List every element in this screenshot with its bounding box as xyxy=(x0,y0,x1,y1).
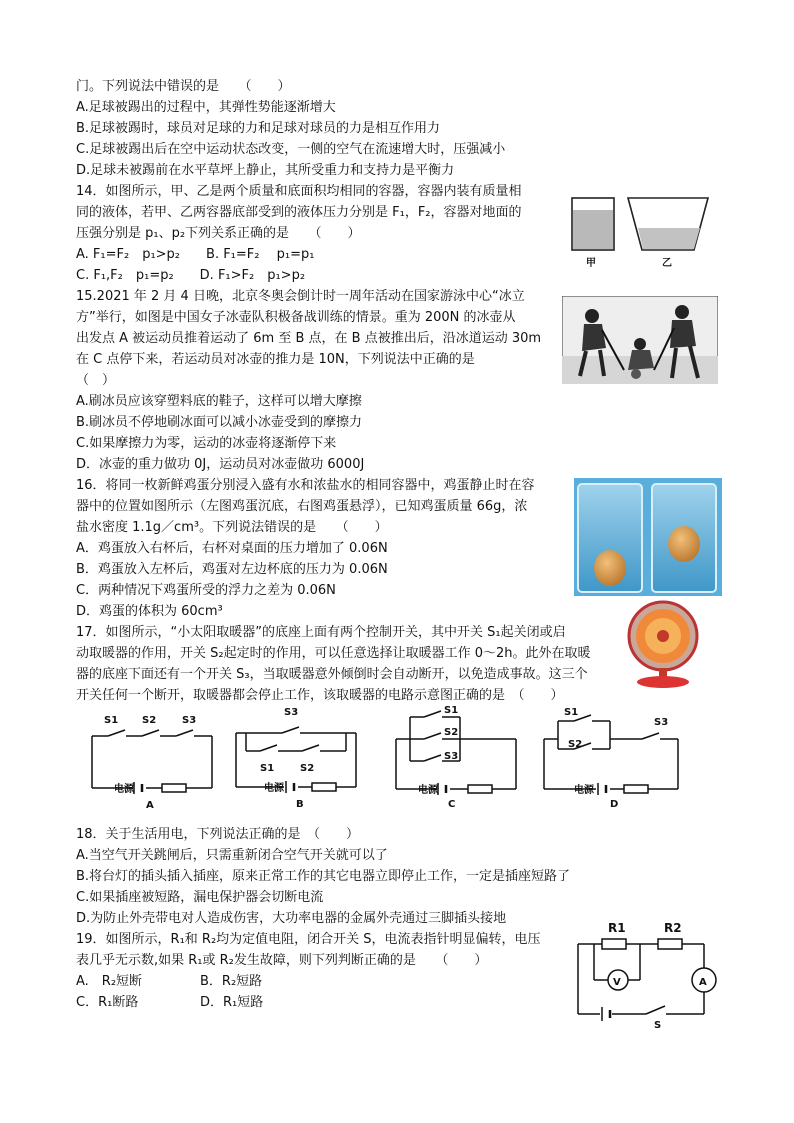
q17-heater-photo xyxy=(624,598,702,690)
q19-r2-resistor xyxy=(658,939,682,949)
q15-option-c: C.如果摩擦力为零，运动的冰壶将逐渐停下来 xyxy=(76,436,337,451)
q17-c-label-s1: S1 xyxy=(444,705,459,716)
q14-containers-figure xyxy=(566,188,716,270)
q13-option-c: C.足球被踢出后在空中运动状态改变，一侧的空气在流速增大时，压强减小 xyxy=(76,142,506,157)
q17-a-label-s1: S1 xyxy=(104,715,119,726)
q17-c-label-power: 电源 xyxy=(418,785,438,796)
q17-a-label-s3: S3 xyxy=(182,715,197,726)
q15-line4: 在 C 点停下来，若运动员对冰壶的推力是 10N，下列说法中正确的是 xyxy=(76,352,475,367)
q16-line2: 器中的位置如图所示（左图鸡蛋沉底，右图鸡蛋悬浮），已知鸡蛋质量 66g，浓 xyxy=(76,499,528,514)
q19-label-s: S xyxy=(654,1020,662,1030)
q19-line2: 表几乎无示数,如果 R₁或 R₂发生故障，则下列判断正确的是 （ ） xyxy=(76,953,488,968)
q17-a-label-power: 电源 xyxy=(114,784,134,795)
q17-b-label-s3: S3 xyxy=(284,707,299,718)
q16-option-b: B．鸡蛋放入左杯后，鸡蛋对左边杯底的压力为 0.06N xyxy=(76,562,388,577)
q19-option-b: B．R₂短路 xyxy=(200,974,263,989)
q16-egg-left xyxy=(594,550,626,586)
q19-option-a: A. R₂短断 xyxy=(76,974,143,989)
q19-option-c: C．R₁断路 xyxy=(76,995,139,1010)
q17-a-option-label: A xyxy=(146,800,154,810)
q15-line5: （ ） xyxy=(76,373,116,388)
q17-circuit-b xyxy=(230,703,362,810)
q14-option-ab: A. F₁=F₂ p₁>p₂ B. F₁=F₂ p₁=p₁ xyxy=(76,247,315,262)
q19-label-v: V xyxy=(613,977,621,988)
q17-circuit-c xyxy=(390,703,522,810)
q16-line1: 16．将同一枚新鲜鸡蛋分别浸入盛有水和浓盐水的相同容器中，鸡蛋静止时在容 xyxy=(76,478,535,493)
q15-line3: 出发点 A 被运动员推着运动了 6m 至 B 点，在 B 点被推出后，沿冰道运动 30m xyxy=(76,331,542,346)
q17-circuit-d xyxy=(538,703,688,810)
q13-option-a: A.足球被踢出的过程中，其弹性势能逐渐增大 xyxy=(76,100,336,115)
q14-line3: 压强分别是 p₁、p₂下列关系正确的是 （ ） xyxy=(76,226,361,241)
q17-d-label-s3: S3 xyxy=(654,717,669,728)
q16-egg-beakers-photo xyxy=(574,478,722,596)
q14-option-cd: C. F₁,F₂ p₁=p₂ D. F₁>F₂ p₁>p₂ xyxy=(76,268,306,283)
q17-line2: 动取暖器的作用，开关 S₂起定时的作用，可以任意选择让取暖器工作 0～2h。此外在取暖 xyxy=(76,646,591,661)
q18-option-c: C.如果插座被短路，漏电保护器会切断电流 xyxy=(76,890,324,905)
q16-option-d: D．鸡蛋的体积为 60cm³ xyxy=(76,604,223,619)
q14-label-yi: 乙 xyxy=(662,258,672,269)
q13-option-b: B.足球被踢时，球员对足球的力和足球对球员的力是相互作用力 xyxy=(76,121,441,136)
q15-option-a: A.刷冰员应该穿塑料底的鞋子，这样可以增大摩擦 xyxy=(76,394,362,409)
q17-d-label-power: 电源 xyxy=(574,785,594,796)
q17-b-option-label: B xyxy=(296,799,304,810)
q18-option-d: D.为防止外壳带电对人造成伤害，大功率电器的金属外壳通过三脚插头接地 xyxy=(76,911,507,926)
q17-d-label-s2: S2 xyxy=(568,739,583,750)
q14-line1: 14．如图所示，甲、乙是两个质量和底面积均相同的容器，容器内装有质量相 xyxy=(76,184,522,199)
q16-option-c: C．两种情况下鸡蛋所受的浮力之差为 0.06N xyxy=(76,583,336,598)
q16-egg-right xyxy=(668,526,700,562)
q17-c-label-s3: S3 xyxy=(444,751,459,762)
q18-option-b: B.将台灯的插头插入插座，原来正常工作的其它电器立即停止工作，一定是插座短路了 xyxy=(76,869,571,884)
q19-label-r1: R1 xyxy=(608,921,626,935)
q17-d-label-s1: S1 xyxy=(564,707,579,718)
q15-curling-photo xyxy=(562,296,718,384)
q13-stem: 门。下列说法中错误的是 （ ） xyxy=(76,79,291,94)
q16-line3: 盐水密度 1.1g／cm³。下列说法错误的是 （ ） xyxy=(76,520,388,535)
q15-line1: 15.2021 年 2 月 4 日晚，北京冬奥会倒计时一周年活动在国家游泳中心“冰立 xyxy=(76,289,525,304)
q14-line2: 同的液体，若甲、乙两容器底部受到的液体压力分别是 F₁，F₂，容器对地面的 xyxy=(76,205,522,220)
q17-b-label-s1: S1 xyxy=(260,763,275,774)
q19-line1: 19．如图所示，R₁和 R₂均为定值电阻，闭合开关 S，电流表指针明显偏转，电压 xyxy=(76,932,541,947)
q19-label-r2: R2 xyxy=(664,921,682,935)
q17-a-label-s2: S2 xyxy=(142,715,157,726)
q15-option-d: D．冰壶的重力做功 0J，运动员对冰壶做功 6000J xyxy=(76,457,365,472)
q17-b-label-power: 电源 xyxy=(264,783,284,794)
q17-line4: 开关任何一个断开，取暖器都会停止工作，该取暖器的电路示意图正确的是 （ ） xyxy=(76,688,564,703)
q18-option-a: A.当空气开关跳闸后，只需重新闭合空气开关就可以了 xyxy=(76,848,388,863)
q15-option-b: B.刷冰员不停地刷冰面可以减小冰壶受到的摩擦力 xyxy=(76,415,363,430)
q13-option-d: D.足球未被踢前在水平草坪上静止，其所受重力和支持力是平衡力 xyxy=(76,163,455,178)
q19-circuit-figure xyxy=(570,918,720,1030)
q14-label-jia: 甲 xyxy=(586,258,596,269)
q17-b-label-s2: S2 xyxy=(300,763,315,774)
q19-option-d: D．R₁短路 xyxy=(200,995,264,1010)
q19-r1-resistor xyxy=(602,939,626,949)
q17-circuit-a xyxy=(86,710,218,810)
q17-c-option-label: C xyxy=(448,799,456,810)
q18-stem: 18．关于生活用电，下列说法正确的是 （ ） xyxy=(76,827,360,842)
q19-label-a: A xyxy=(699,977,707,988)
q15-line2: 方”举行，如图是中国女子冰壶队积极备战训练的情景。重为 200N 的冰壶从 xyxy=(76,310,516,325)
q17-d-option-label: D xyxy=(610,799,619,810)
q17-line3: 器的底座下面还有一个开关 S₃，当取暖器意外倾倒时会自动断开，以免造成事故。这三个 xyxy=(76,667,588,682)
q17-c-label-s2: S2 xyxy=(444,727,459,738)
q16-option-a: A．鸡蛋放入右杯后，右杯对桌面的压力增加了 0.06N xyxy=(76,541,388,556)
q17-line1: 17．如图所示，“小太阳取暖器”的底座上面有两个控制开关，其中开关 S₁起关闭或启 xyxy=(76,625,566,640)
